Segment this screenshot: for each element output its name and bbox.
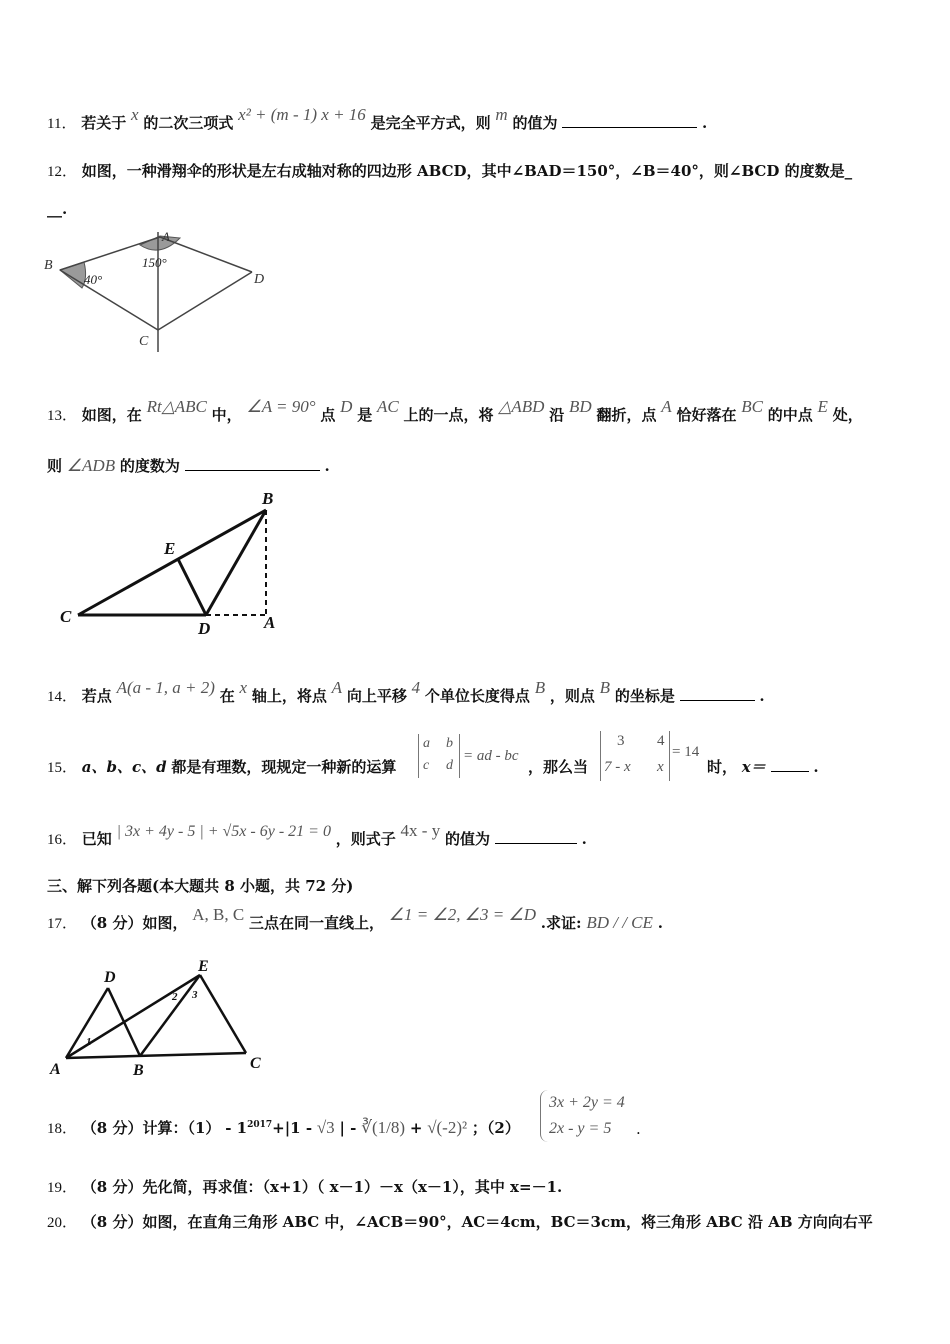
q12-text: 如图，一种滑翔伞的形状是左右成轴对称的四边形 ABCD，其中∠BAD＝150°，∠B＝40°，则∠BCD 的度数是_	[81, 162, 853, 180]
q17-text: .求证:	[540, 914, 582, 932]
q15-text: ，那么当	[528, 758, 589, 776]
question-number: 20．	[47, 1215, 78, 1231]
q14-math: 4	[411, 678, 421, 697]
q17-math: ∠1 = ∠2, ∠3 = ∠D	[388, 905, 536, 924]
label-d: D	[198, 619, 211, 638]
q13-text: 翻折，点	[596, 406, 657, 424]
label-d: D	[254, 272, 265, 287]
q12-answer-blank: __.	[47, 200, 68, 218]
angle-a-label: 150°	[142, 255, 167, 270]
period: .	[759, 687, 765, 705]
line-ac	[66, 1053, 246, 1058]
label-c: C	[139, 334, 149, 349]
q15-eq: = 14	[672, 744, 700, 760]
question-number: 14．	[47, 689, 78, 705]
q13-text: 处，	[832, 406, 863, 424]
q14-text: 轴上，将点	[251, 687, 327, 705]
det-cell: d	[446, 758, 453, 773]
q13-math: ∠ADB	[66, 456, 116, 475]
label-a: A	[50, 1061, 61, 1078]
q11-text-3: 是完全平方式，则	[370, 114, 491, 132]
system-eq-1: 3x + 2y = 4	[549, 1094, 625, 1111]
q13-math: Rt△ABC	[146, 397, 207, 416]
label-c: C	[60, 607, 72, 626]
question-19	[47, 1176, 910, 1197]
period: .	[636, 1120, 641, 1138]
q18-exponent: 2017	[247, 1120, 273, 1130]
q13-math: △ABD	[498, 397, 545, 416]
question-18	[47, 1117, 910, 1138]
q14-text: 个单位长度得点	[424, 687, 530, 705]
edge-ec	[200, 975, 246, 1053]
q19-text: （8 分）先化简，再求值：（x+1）（ x－1）－x（x－1），其中 x=－1.	[81, 1178, 563, 1196]
q13-text: 点	[320, 406, 336, 424]
q18-sqrt-square: √(-2)²	[427, 1118, 468, 1137]
det-cell: b	[446, 736, 453, 751]
q13-math: BC	[741, 397, 763, 416]
label-1: 1	[86, 1036, 92, 1048]
q16-math: 4x - y	[400, 821, 441, 840]
label-b: B	[44, 258, 53, 273]
q18-sqrt3: √3	[316, 1118, 335, 1137]
q16-math: | 3x + 4y - 5 | + √5x - 6y - 21 = 0	[116, 823, 331, 840]
q13-math: BD	[569, 397, 592, 416]
q17-math: BD / / CE	[586, 913, 653, 932]
q13-text: 上的一点，将	[403, 406, 494, 424]
question-20	[47, 1211, 910, 1232]
q17-math: A, B, C	[192, 905, 245, 924]
q13-math: E	[817, 397, 828, 416]
q13-text: 的度数为	[119, 457, 180, 475]
det-cell: 7 - x	[604, 759, 631, 775]
q13-text: 则	[47, 457, 63, 475]
q13-text: 恰好落在	[676, 406, 737, 424]
q18-math: - 1	[225, 1119, 248, 1137]
q15-text: 时，	[707, 758, 738, 776]
question-number: 15．	[47, 760, 78, 776]
q14-math: B	[534, 678, 546, 697]
label-d: D	[104, 969, 116, 986]
system-eq-2: 2x - y = 5	[549, 1120, 612, 1137]
question-number: 12．	[47, 164, 78, 180]
q14-text: 若点	[81, 687, 112, 705]
edge-be	[140, 975, 200, 1056]
q18-math: +|1 -	[272, 1119, 313, 1137]
period: .	[581, 830, 587, 848]
det-cell: x	[657, 759, 664, 775]
q15-vars: a、b、c、d	[81, 758, 167, 776]
q14-math: A(a - 1, a + 2)	[116, 678, 215, 697]
q13-math: D	[340, 397, 353, 416]
q14-text: 的坐标是	[614, 687, 675, 705]
label-a: A	[162, 229, 170, 244]
label-a: A	[264, 613, 276, 632]
question-number: 19．	[47, 1180, 78, 1196]
det-cell: 4	[657, 733, 665, 749]
q11-text-2: 的二次三项式	[143, 114, 234, 132]
question-number: 11．	[47, 116, 77, 132]
q18-cbrt: ∛(1/8)	[361, 1118, 406, 1137]
q14-text: 在	[219, 687, 235, 705]
q14-text: ，则点	[549, 687, 595, 705]
q16-text: ，则式子	[335, 830, 396, 848]
equation-system	[540, 1090, 625, 1142]
q18-text: ；（2）	[471, 1119, 520, 1137]
label-c: C	[250, 1055, 261, 1072]
q18-math: +	[409, 1119, 423, 1137]
q11-var-x: x	[131, 105, 139, 124]
det-cell: 3	[617, 733, 625, 749]
question-number: 17．	[47, 916, 78, 932]
q13-math: A	[661, 397, 672, 416]
question-number: 18．	[47, 1121, 78, 1137]
angle-b-label: 40°	[84, 272, 103, 287]
q14-text: 向上平移	[346, 687, 407, 705]
q13-text: 沿	[549, 406, 565, 424]
period: .	[702, 114, 708, 132]
label-e: E	[198, 958, 209, 975]
q18-text: （8 分）计算：（1）	[81, 1119, 221, 1137]
q13-text: 中，	[211, 406, 242, 424]
q15-x: x＝	[741, 758, 766, 776]
q13-math: AC	[377, 397, 399, 416]
q16-text: 的值为	[444, 830, 490, 848]
period: .	[813, 758, 819, 776]
det-cell: a	[423, 736, 430, 751]
period: .	[657, 914, 663, 932]
label-e: E	[164, 539, 176, 558]
question-number: 13．	[47, 408, 78, 424]
q17-text: 三点在同一直线上，	[249, 914, 385, 932]
q16-text: 已知	[81, 830, 112, 848]
q11-var-m: m	[495, 105, 508, 124]
q15-def: = ad - bc	[463, 748, 519, 764]
q14-math: B	[599, 678, 611, 697]
q11-expression: x² + (m - 1) x + 16	[238, 105, 366, 124]
q13-math: ∠A = 90°	[246, 397, 316, 416]
q18-math: | -	[339, 1119, 357, 1137]
q11-text-4: 的值为	[512, 114, 558, 132]
label-b: B	[262, 489, 274, 508]
det-cell: c	[423, 758, 430, 773]
label-3: 3	[192, 989, 198, 1001]
q17-text: （8 分）如图，	[81, 914, 188, 932]
q13-text: 的中点	[767, 406, 813, 424]
q11-text-1: 若关于	[81, 114, 127, 132]
section-heading: 三、解下列各题(本大题共 8 小题，共 72 分)	[47, 877, 354, 895]
q15-text: 都是有理数，现规定一种新的运算	[171, 758, 397, 776]
label-b: B	[133, 1062, 144, 1079]
q13-text: 如图，在	[81, 406, 142, 424]
q14-math: x	[239, 678, 248, 697]
question-number: 16．	[47, 832, 78, 848]
q13-text: 是	[357, 406, 373, 424]
q14-math: A	[331, 678, 343, 697]
period: .	[324, 457, 330, 475]
q20-text: （8 分）如图，在直角三角形 ABC 中，∠ACB＝90°，AC＝4cm，BC＝3cm，将三角形 ABC 沿 AB 方向向右平	[81, 1213, 873, 1231]
label-2: 2	[172, 991, 178, 1003]
